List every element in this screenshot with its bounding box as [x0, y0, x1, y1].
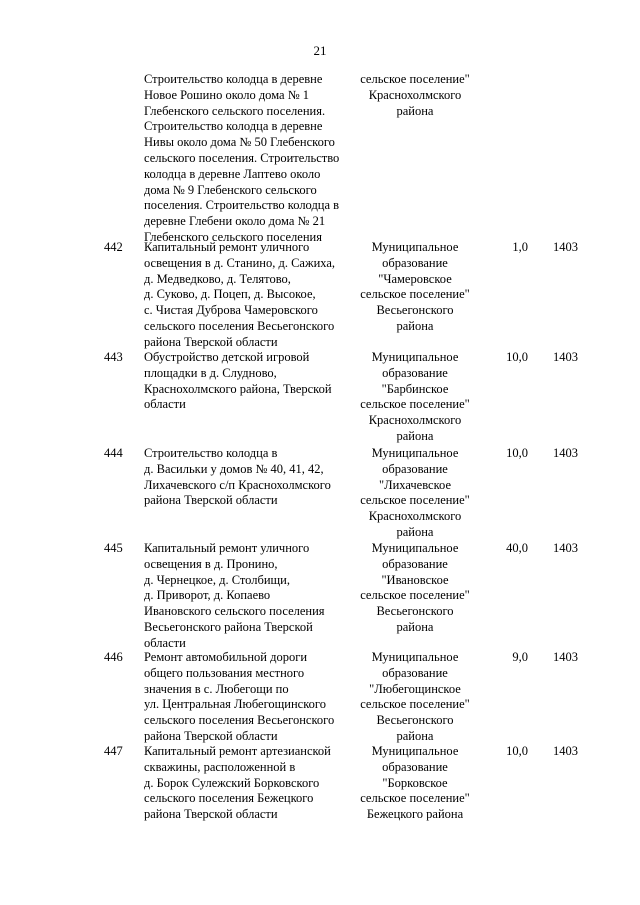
row-code: 1403 [553, 446, 578, 460]
row-amount: 9,0 [512, 650, 528, 664]
row-code: 1403 [553, 541, 578, 555]
row-description: Капитальный ремонт уличного освещения в д. Пронино, д. Чернецкое, д. Столбищи, д. Приворот, д. Копаево Ивановского сельского поселения Весьегонского района Тверской области [144, 541, 325, 650]
page-number: 21 [313, 43, 327, 58]
row-description: Строительство колодца в деревне Новое Рошино около дома № 1 Глебенского сельского поселения. Строительство колодца в деревне Нивы около дома № 50 Глебенского сельского поселения. Строительство колодца в деревне Лаптево около дома № 9 Глебенского сельского поселения. Строительство колодца в деревне Глебени около дома № 21 Глебенского сельского поселения [144, 72, 340, 244]
row-organization: Муниципальное образование "Барбинское сельское поселение" Краснохолмского района [360, 350, 470, 443]
row-amount: 10,0 [506, 446, 528, 460]
row-code: 1403 [553, 650, 578, 664]
row-organization: Муниципальное образование "Лихачевское сельское поселение" Краснохолмского района [360, 446, 470, 539]
row-code: 1403 [553, 350, 578, 364]
row-number: 445 [104, 541, 123, 555]
row-organization: Муниципальное образование "Борковское сельское поселение" Бежецкого района [360, 744, 470, 822]
row-description: Капитальный ремонт уличного освещения в д. Станино, д. Сажиха, д. Медведково, д. Телятово, д. Суково, д. Поцеп, д. Высокое, с. Чистая Дуброва Чамеровского сельского поселения Весьегонского района Тверской области [144, 240, 336, 349]
row-amount: 1,0 [512, 240, 528, 254]
row-code: 1403 [553, 240, 578, 254]
row-code: 1403 [553, 744, 578, 758]
row-description: Строительство колодца в д. Васильки у домов № 40, 41, 42, Лихачевского с/п Краснохолмского района Тверской области [144, 446, 331, 508]
row-description: Ремонт автомобильной дороги общего пользования местного значения в с. Любегощи по ул. Центральная Любегощинского сельского поселения Весьегонского района Тверской области [144, 650, 335, 743]
row-number: 447 [104, 744, 123, 758]
row-organization: сельское поселение" Краснохолмского района [360, 72, 470, 118]
row-number: 444 [104, 446, 123, 460]
row-number: 442 [104, 240, 123, 254]
row-amount: 10,0 [506, 744, 528, 758]
row-amount: 40,0 [506, 541, 528, 555]
row-organization: Муниципальное образование "Чамеровское сельское поселение" Весьегонского района [360, 240, 470, 333]
row-number: 443 [104, 350, 123, 364]
row-amount: 10,0 [506, 350, 528, 364]
row-number: 446 [104, 650, 123, 664]
row-organization: Муниципальное образование "Ивановское сельское поселение" Весьегонского района [360, 541, 470, 634]
row-description: Обустройство детской игровой площадки в д. Слудново, Краснохолмского района, Тверской области [144, 350, 332, 412]
row-organization: Муниципальное образование "Любегощинское сельское поселение" Весьегонского района [360, 650, 470, 743]
row-description: Капитальный ремонт артезианской скважины, расположенной в д. Борок Сулежский Борковского сельского поселения Бежецкого района Тверской области [144, 744, 331, 822]
